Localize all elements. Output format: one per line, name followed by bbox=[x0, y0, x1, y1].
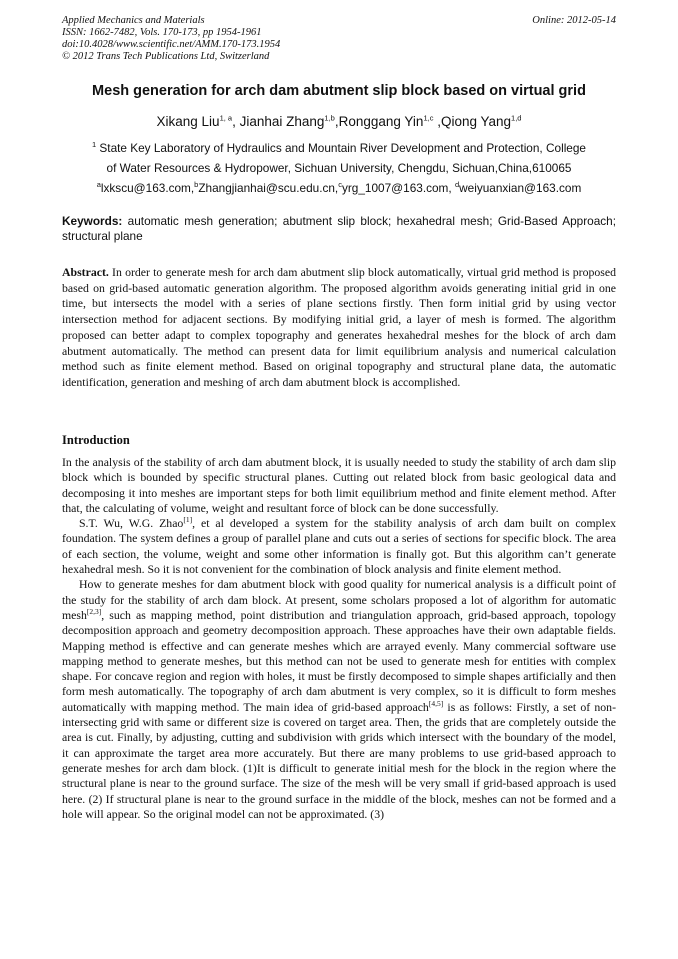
email-mark: a bbox=[96, 180, 101, 190]
email-mark: b bbox=[194, 180, 199, 190]
author-name: Jianhai Zhang bbox=[239, 114, 325, 129]
author-sep: , bbox=[334, 114, 339, 129]
paragraph: How to generate meshes for dam abutment block with good quality for numerical analysis is a difficult point of the study for the stability of arch dam block. At present, some scholars proposed a lot of algorithm for automatic mesh[2,3], such as mapping method, point distribution and triangulation approach, grid-based approach, topology decomposition approach and geometry decomposition approach. These approaches have their own adaptable fields. Mapping method is effective and can generate meshes which are arrayed evenly. Many commercial software use mapping method to generate meshes, but this method can not be used to generate mesh for entities with complex shape. For concave region and region with holes, it must be firstly decomposed to simple shapes artificially and then form mesh automatically. The topography of arch dam abutment is very complex, so it is difficult to form meshes automatically with mapping method. The main idea of grid-based approach[4,5] is as follows: Firstly, a set of non-intersecting grid with same or different size is covered on target area. Then, the grids that are completely outside the area is cut. Finally, by adjusting, cutting and subdivision with grids which intersect with the boundary of the model, it can approximate the target area more accurately. But there are many problems to use grid-based approach to generate meshes for arch dam block. (1)It is difficult to generate initial mesh for the block in the region where the structural plane is near to the ground surface. The size of the mesh will be very small if grid-based approach is used here. (2) If structural plane is near to the ground surface in the middle of the block, meshes can not be formed and a hole will appear. So the original model can not be approximated. (3) bbox=[62, 577, 616, 821]
author-name: Xikang Liu bbox=[156, 114, 220, 129]
abstract-text: In order to generate mesh for arch dam abutment slip block automatically, virtual grid method is proposed based on grid-based automatic generation algorithm. The proposed algorithm avoids generating initial grid in one time, but intersects the model with a series of plane sections firstly. Then form initial grid by using vector intersection method for adjacent sections. By modifying initial grid, a layer of mesh is formed. The algorithm proposed can better adapt to complex topography and generates hexahedral meshes for the block of arch dam abutment automatically. The method can present data for limit equilibrium analysis and numerical calculation method such as finite element method. Based on original topography and structural plane data, the automatic identification, generation and meshing of arch dam abutment block is accomplished. bbox=[62, 265, 616, 389]
author-sep: , bbox=[232, 114, 240, 129]
email-address: yrg_1007@163.com, bbox=[341, 181, 455, 195]
email-address: weiyuanxian@163.com bbox=[459, 181, 582, 195]
author-affil-mark: 1, a bbox=[219, 113, 233, 123]
citation: [1] bbox=[183, 515, 193, 525]
citation: [2,3] bbox=[86, 607, 102, 617]
affiliation bbox=[62, 138, 616, 178]
paragraph: S.T. Wu, W.G. Zhao[1], et al developed a system for the stability analysis of arch dam built on complex foundation. The system defines a group of parallel plane and cuts out a series of sections for specific block. The area of each section, the volume, weight and some other information is finally got. But this algorithm can’t generate hexahedral mesh. So it is not convenient for the combination of block analysis and finite element method. bbox=[62, 515, 616, 577]
section-heading-introduction: Introduction bbox=[62, 433, 130, 447]
author-affil-mark: 1,d bbox=[511, 113, 522, 123]
journal-header bbox=[62, 15, 616, 63]
author-affil-mark: 1,c bbox=[423, 113, 434, 123]
email-mark: c bbox=[338, 180, 342, 190]
author-name: Ronggang Yin bbox=[338, 114, 424, 129]
keywords-text: automatic mesh generation; abutment slip block; hexahedral mesh; Grid-Based Approach; structural plane bbox=[62, 214, 616, 243]
email-list bbox=[62, 181, 616, 195]
author-affil-mark: 1,b bbox=[324, 113, 335, 123]
affiliation-line-1: $^1$ State Key Laboratory of Hydraulics and Mountain River Development and Protection, College bbox=[91, 140, 586, 155]
email-address: lxkscu@163.com, bbox=[100, 181, 195, 195]
introduction-body bbox=[62, 455, 616, 822]
email-mark: d bbox=[454, 180, 460, 190]
affil-mark: 1 bbox=[91, 140, 97, 150]
journal-name: Applied Mechanics and Materials bbox=[62, 15, 205, 26]
author-list bbox=[62, 114, 616, 129]
paper-title: Mesh generation for arch dam abutment slip block based on virtual grid bbox=[92, 83, 586, 99]
email-address: Zhangjianhai@scu.edu.cn, bbox=[198, 181, 339, 195]
issn-line: ISSN: 1662-7482, Vols. 170-173, pp 1954-1961 bbox=[62, 27, 262, 38]
author-sep: , bbox=[433, 114, 441, 129]
author-name: Qiong Yang bbox=[440, 114, 512, 129]
citation: [4,5] bbox=[428, 698, 444, 708]
abstract-label: Abstract. bbox=[62, 265, 109, 279]
abstract bbox=[62, 265, 616, 391]
paragraph: In the analysis of the stability of arch dam abutment block, it is usually needed to study the stability of arch dam slip block which is bounded by specific structural planes. Cutting out related block from basic geological data and decomposing it into meshes are important steps for both limit equilibrium method and finite element method. After that, the calculating of volume, weight and resultant force of block can be done successfully. bbox=[62, 455, 616, 515]
affiliation-line-2: of Water Resources & Hydropower, Sichuan University, Chengdu, Sichuan,China,610065 bbox=[106, 161, 572, 175]
keywords bbox=[62, 214, 616, 244]
doi-line: doi:10.4028/www.scientific.net/AMM.170-173.1954 bbox=[62, 39, 281, 50]
online-date: Online: 2012-05-14 bbox=[532, 15, 616, 26]
copyright-line: © 2012 Trans Tech Publications Ltd, Switzerland bbox=[62, 51, 270, 62]
keywords-label: Keywords: bbox=[62, 214, 123, 228]
